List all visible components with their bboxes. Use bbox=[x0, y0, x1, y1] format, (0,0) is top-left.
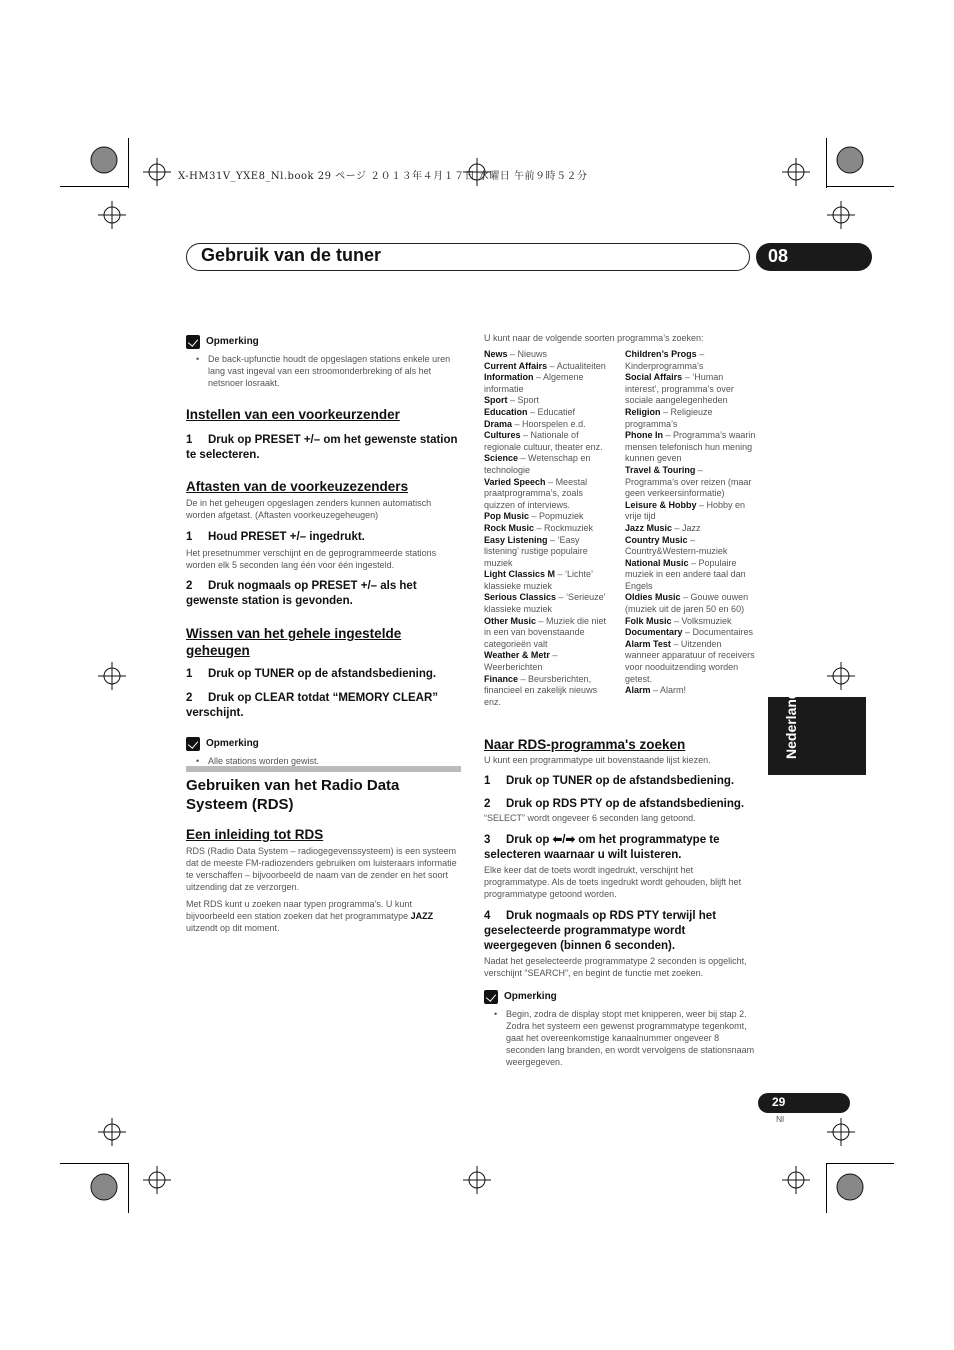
step: 1 Druk op PRESET +/– om het gewenste station te selecteren. bbox=[186, 434, 458, 461]
program-type-item: National Music – Populaire muziek in een andere taal dan Engels bbox=[625, 557, 746, 591]
program-type-item: Current Affairs – Actualiteiten bbox=[484, 360, 606, 371]
section-heading: Wissen van het gehele ingestelde geheugen bbox=[186, 626, 402, 658]
program-type-item: Documentary – Documentaires bbox=[625, 627, 754, 638]
program-type-item: Information – Algemene informatie bbox=[484, 372, 584, 394]
note-bullet: • Alle stations worden gewist. bbox=[186, 755, 461, 767]
right-column bbox=[484, 332, 759, 708]
program-type-item: Varied Speech – Meestal praatprogramma’s, zoals quizzen of interviews. bbox=[484, 476, 588, 510]
note-heading: Opmerking bbox=[186, 737, 461, 751]
language-tab-label: Nederlands bbox=[783, 682, 799, 759]
step: 1 Druk op TUNER op de afstandsbediening. bbox=[186, 668, 437, 680]
program-type-item: Alarm Test – Uitzenden wanneer apparatuur of receivers voor nooduitzending worden getest. bbox=[625, 638, 755, 684]
program-type-item: Science – Wetenschap en technologie bbox=[484, 453, 591, 475]
step: 1 Houd PRESET +/– ingedrukt. bbox=[186, 531, 365, 543]
step: 2 Druk op CLEAR totdat “MEMORY CLEAR” verschijnt. bbox=[186, 692, 438, 719]
paragraph: Het presetnummer verschijnt en de geprogrammeerde stations worden elk 5 seconden lang één voor één ingesteld. bbox=[186, 548, 437, 570]
section-heading: Een inleiding tot RDS bbox=[186, 827, 324, 842]
section-heading: Naar RDS-programma's zoeken bbox=[484, 737, 686, 752]
program-type-item: Easy Listening – ‘Easy listening’ rustige populaire muziek bbox=[484, 534, 588, 568]
left-column-rds bbox=[186, 776, 461, 934]
chapter-title-bar bbox=[186, 243, 750, 271]
page-number: 29 bbox=[772, 1095, 786, 1109]
step: 1 Druk op TUNER op de afstandsbediening. bbox=[484, 775, 735, 787]
language-tab bbox=[768, 682, 866, 775]
step: 3 Druk op ⬅/➡ om het programmatype te selecteren waarnaar u wilt luisteren. bbox=[484, 834, 720, 861]
program-type-item: Sport – Sport bbox=[484, 395, 540, 406]
program-type-item: Other Music – Muziek die niet in een van bovenstaande categorieën valt bbox=[484, 615, 607, 649]
step: 2 Druk op RDS PTY op de afstandsbediening. bbox=[484, 798, 745, 810]
program-type-item: Alarm – Alarm! bbox=[625, 685, 687, 696]
program-type-item: Social Affairs – ‘Human interest’, programma’s over sociale aangelegenheden bbox=[625, 372, 734, 406]
section-heading: Aftasten van de voorkeuzezenders bbox=[186, 479, 409, 494]
note-icon bbox=[484, 990, 498, 1004]
program-type-item: Light Classics M – ‘Lichte’ klassieke muziek bbox=[484, 569, 593, 591]
program-list-column bbox=[484, 349, 615, 708]
note-bullet: • Begin, zodra de display stopt met knipperen, weer bij stap 2. Zodra het systeem een gewenst programmatype tegenkomt, gaat het overeenkomstige kanaalnummer ongeveer 8 seconden lang branden, en wordt vervolgens de stationsnaam weergegeven. bbox=[484, 1008, 759, 1068]
step: 2 Druk nogmaals op PRESET +/– als het gewenste station is gevonden. bbox=[186, 580, 417, 607]
print-header: X-HM31V_YXE8_Nl.book 29 ページ ２０１３年４月１７日 水曜日 午前９時５２分 bbox=[178, 171, 588, 182]
note-heading: Opmerking bbox=[186, 335, 461, 349]
program-type-item: Finance – Beursberichten, financieel en zakelijk nieuws enz. bbox=[484, 673, 598, 707]
chapter-badge bbox=[756, 243, 872, 271]
program-type-item: Country Music – Country&Western-muziek bbox=[625, 534, 728, 557]
paragraph: Met RDS kunt u zoeken naar typen programma’s. U kunt bijvoorbeeld een station zoeken dat het programmatype JAZZ uitzendt op dit moment. bbox=[186, 899, 434, 933]
program-type-item: Children’s Progs – Kinderprogramma’s bbox=[625, 349, 705, 371]
program-type-item: Rock Music – Rockmuziek bbox=[484, 522, 594, 533]
program-type-item: Travel & Touring – Programma’s over reizen (maar geen verkeersinformatie) bbox=[625, 464, 752, 499]
paragraph: Nadat het geselecteerde programmatype 2 seconden is opgelicht, verschijnt “SEARCH”, en begint de functie met zoeken. bbox=[484, 956, 747, 978]
program-type-item: News – Nieuws bbox=[484, 349, 548, 359]
program-type-item: Leisure & Hobby – Hobby en vrije tijd bbox=[625, 499, 746, 522]
section-heading: Instellen van een voorkeurzender bbox=[186, 407, 400, 422]
program-type-item: Cultures – Nationale of regionale cultuur, theater enz. bbox=[484, 430, 603, 452]
program-type-item: Religion – Religieuze programma’s bbox=[625, 406, 713, 429]
note-icon bbox=[186, 335, 200, 349]
program-type-item: Drama – Hoorspelen e.d. bbox=[484, 418, 586, 429]
paragraph: “SELECT” wordt ongeveer 6 seconden lang getoond. bbox=[484, 813, 696, 823]
section-divider bbox=[186, 766, 461, 772]
paragraph: U kunt een programmatype uit bovenstaande lijst kiezen. bbox=[484, 755, 711, 765]
right-column-search bbox=[484, 736, 759, 1068]
paragraph: RDS (Radio Data System – radiogegevenssysteem) is een systeem dat de meeste FM-radiozenders gebruiken om luisteraars informatie te verschaffen – bijvoorbeeld de naam van de zender en het soort uitzending dat ze verzorgen. bbox=[186, 846, 457, 892]
note-bullet: • De back-upfunctie houdt de opgeslagen stations enkele uren lang vast ingeval van een stroomonderbreking of als het netsnoer losraakt. bbox=[186, 353, 461, 389]
program-type-list bbox=[484, 349, 759, 708]
program-type-item: Folk Music – Volksmuziek bbox=[625, 615, 732, 626]
program-list-column bbox=[625, 349, 757, 708]
program-type-item: Phone In – Programma’s waarin mensen telefonisch hun mening kunnen geven bbox=[625, 430, 756, 464]
paragraph: U kunt naar de volgende soorten programma’s zoeken: bbox=[484, 333, 704, 343]
section-heading-main: Gebruiken van het Radio Data Systeem (RDS) bbox=[186, 777, 400, 813]
note-heading: Opmerking bbox=[484, 990, 759, 1004]
program-type-item: Jazz Music – Jazz bbox=[625, 522, 701, 533]
paragraph: Elke keer dat de toets wordt ingedrukt, verschijnt het programmatype. Als de toets ingedrukt wordt gehouden, blijft het programmatype getoond worden. bbox=[484, 865, 742, 899]
program-type-item: Oldies Music – Gouwe ouwen (muziek uit de jaren 50 en 60) bbox=[625, 592, 749, 615]
program-type-item: Pop Music – Popmuziek bbox=[484, 511, 584, 522]
program-type-item: Education – Educatief bbox=[484, 406, 576, 417]
crosshair-icon bbox=[143, 158, 171, 186]
language-code: Nl bbox=[776, 1114, 785, 1124]
page-number-badge bbox=[758, 1093, 850, 1113]
note-icon bbox=[186, 737, 200, 751]
paragraph: De in het geheugen opgeslagen zenders kunnen automatisch worden afgetast. (Aftasten voorkeuzegeheugen) bbox=[186, 498, 432, 520]
page-title: Gebruik van de tuner bbox=[201, 245, 382, 265]
chapter-number: 08 bbox=[768, 246, 789, 266]
step: 4 Druk nogmaals op RDS PTY terwijl het geselecteerde programmatype wordt weergegeven (binnen 6 seconden). bbox=[484, 910, 717, 952]
left-column bbox=[186, 335, 461, 767]
program-type-item: Weather & Metr – Weerberichten bbox=[484, 650, 558, 673]
program-type-item: Serious Classics – ‘Serieuze’ klassieke muziek bbox=[484, 592, 606, 615]
